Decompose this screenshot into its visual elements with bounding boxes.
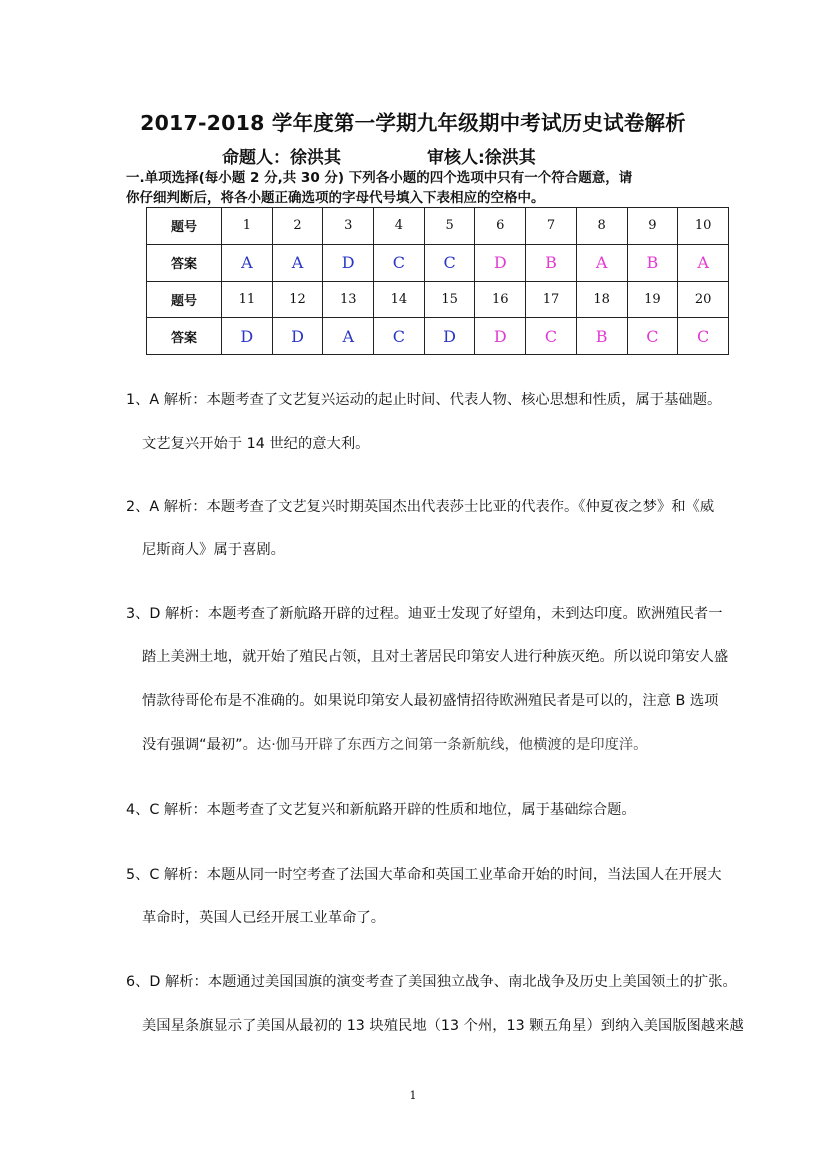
- explanation-3-line-2: 踏上美洲土地，就开始了殖民占领，且对土著居民印第安人进行种族灭绝。所以说印第安人盛: [142, 649, 729, 665]
- explanation-5-line-1: 5、C 解析：本题从同一时空考查了法国大革命和英国工业革命开始的时间，当法国人在开展大: [126, 867, 722, 883]
- question-number-cell: 20: [678, 281, 729, 318]
- explanation-2-line-1: 2、A 解析：本题考查了文艺复兴时期英国杰出代表莎士比亚的代表作。《仲夏夜之梦》和《威: [126, 499, 715, 515]
- answer-letter-cell: A: [576, 244, 627, 281]
- question-setter: 命题人：徐洪其: [222, 148, 341, 168]
- explanation-6-line-1: 6、D 解析：本题通过美国国旗的演变考查了美国独立战争、南北战争及历史上美国领土的扩张。: [126, 974, 737, 990]
- question-number-cell: 15: [424, 281, 475, 318]
- answer-row-label: 答案: [147, 318, 222, 355]
- question-number-cell: 2: [272, 208, 323, 245]
- question-number-cell: 3: [323, 208, 374, 245]
- question-number-cell: 19: [627, 281, 678, 318]
- explanation-5-line-2: 革命时，英国人已经开展工业革命了。: [142, 910, 386, 926]
- number-row-label: 题号: [147, 281, 222, 318]
- number-row-label: 题号: [147, 208, 222, 245]
- answer-letter-cell: C: [374, 244, 425, 281]
- question-number-cell: 5: [424, 208, 475, 245]
- answer-row: [147, 318, 729, 355]
- question-number-cell: 14: [374, 281, 425, 318]
- answer-letter-cell: A: [222, 244, 273, 281]
- answer-letter-cell: C: [526, 318, 577, 355]
- explanation-3-line-3: 情款待哥伦布是不准确的。如果说印第安人最初盛情招待欧洲殖民者是可以的，注意 B 选项: [142, 693, 719, 709]
- answer-letter-cell: A: [323, 318, 374, 355]
- question-number-cell: 17: [526, 281, 577, 318]
- explanation-2-line-2: 尼斯商人》属于喜剧。: [142, 542, 285, 558]
- answer-letter-cell: B: [627, 244, 678, 281]
- question-number-cell: 4: [374, 208, 425, 245]
- number-row: [147, 281, 729, 318]
- question-number-cell: 9: [627, 208, 678, 245]
- explanation-3-line-4a: 没有强调“最初”。: [142, 737, 257, 753]
- answer-letter-cell: D: [272, 318, 323, 355]
- answer-letter-cell: D: [222, 318, 273, 355]
- explanation-3-line-1: 3、D 解析：本题考查了新航路开辟的过程。迪亚士发现了好望角，未到达印度。欧洲殖民者一: [126, 606, 723, 622]
- document-title: 2017-2018 学年度第一学期九年级期中考试历史试卷解析: [140, 111, 686, 135]
- answer-letter-cell: A: [678, 244, 729, 281]
- answer-letter-cell: C: [374, 318, 425, 355]
- authors-line: [0, 143, 826, 167]
- answer-letter-cell: C: [424, 244, 475, 281]
- number-row: [147, 208, 729, 245]
- explanation-3-line-4: [142, 734, 647, 754]
- instructions-line-2: 你仔细判断后，将各小题正确选项的字母代号填入下表相应的空格中。: [126, 190, 545, 206]
- answer-letter-cell: D: [475, 244, 526, 281]
- question-number-cell: 8: [576, 208, 627, 245]
- answer-letter-cell: D: [424, 318, 475, 355]
- section-instructions: [126, 168, 726, 208]
- explanation-4-line-1: 4、C 解析：本题考查了文艺复兴和新航路开辟的性质和地位，属于基础综合题。: [126, 802, 636, 818]
- question-number-cell: 13: [323, 281, 374, 318]
- answer-letter-cell: D: [475, 318, 526, 355]
- question-number-cell: 7: [526, 208, 577, 245]
- answer-letter-cell: A: [272, 244, 323, 281]
- answer-letter-cell: D: [323, 244, 374, 281]
- explanation-3-line-4b: 达·伽马开辟了东西方之间第一条新航线，他横渡的是印度洋。: [256, 737, 648, 753]
- question-number-cell: 12: [272, 281, 323, 318]
- answer-letter-cell: C: [678, 318, 729, 355]
- question-number-cell: 6: [475, 208, 526, 245]
- answer-letter-cell: C: [627, 318, 678, 355]
- answer-row: [147, 244, 729, 281]
- explanation-6-line-2: 美国星条旗显示了美国从最初的 13 块殖民地（13 个州，13 颗五角星）到纳入美国版图越来越: [142, 1018, 744, 1034]
- reviewer: 审核人:徐洪其: [427, 148, 536, 168]
- question-number-cell: 16: [475, 281, 526, 318]
- answer-table: [146, 207, 729, 355]
- question-number-cell: 18: [576, 281, 627, 318]
- question-number-cell: 1: [222, 208, 273, 245]
- explanation-1-line-1: 1、A 解析：本题考查了文艺复兴运动的起止时间、代表人物、核心思想和性质，属于基础题。: [126, 392, 722, 408]
- answer-letter-cell: B: [576, 318, 627, 355]
- question-number-cell: 11: [222, 281, 273, 318]
- page-number: 1: [409, 1089, 417, 1102]
- answer-letter-cell: B: [526, 244, 577, 281]
- answer-row-label: 答案: [147, 244, 222, 281]
- explanation-1-line-2: 文艺复兴开始于 14 世纪的意大利。: [142, 436, 370, 452]
- instructions-line-1: 一.单项选择(每小题 2 分,共 30 分) 下列各小题的四个选项中只有一个符合题意，请: [126, 170, 633, 186]
- question-number-cell: 10: [678, 208, 729, 245]
